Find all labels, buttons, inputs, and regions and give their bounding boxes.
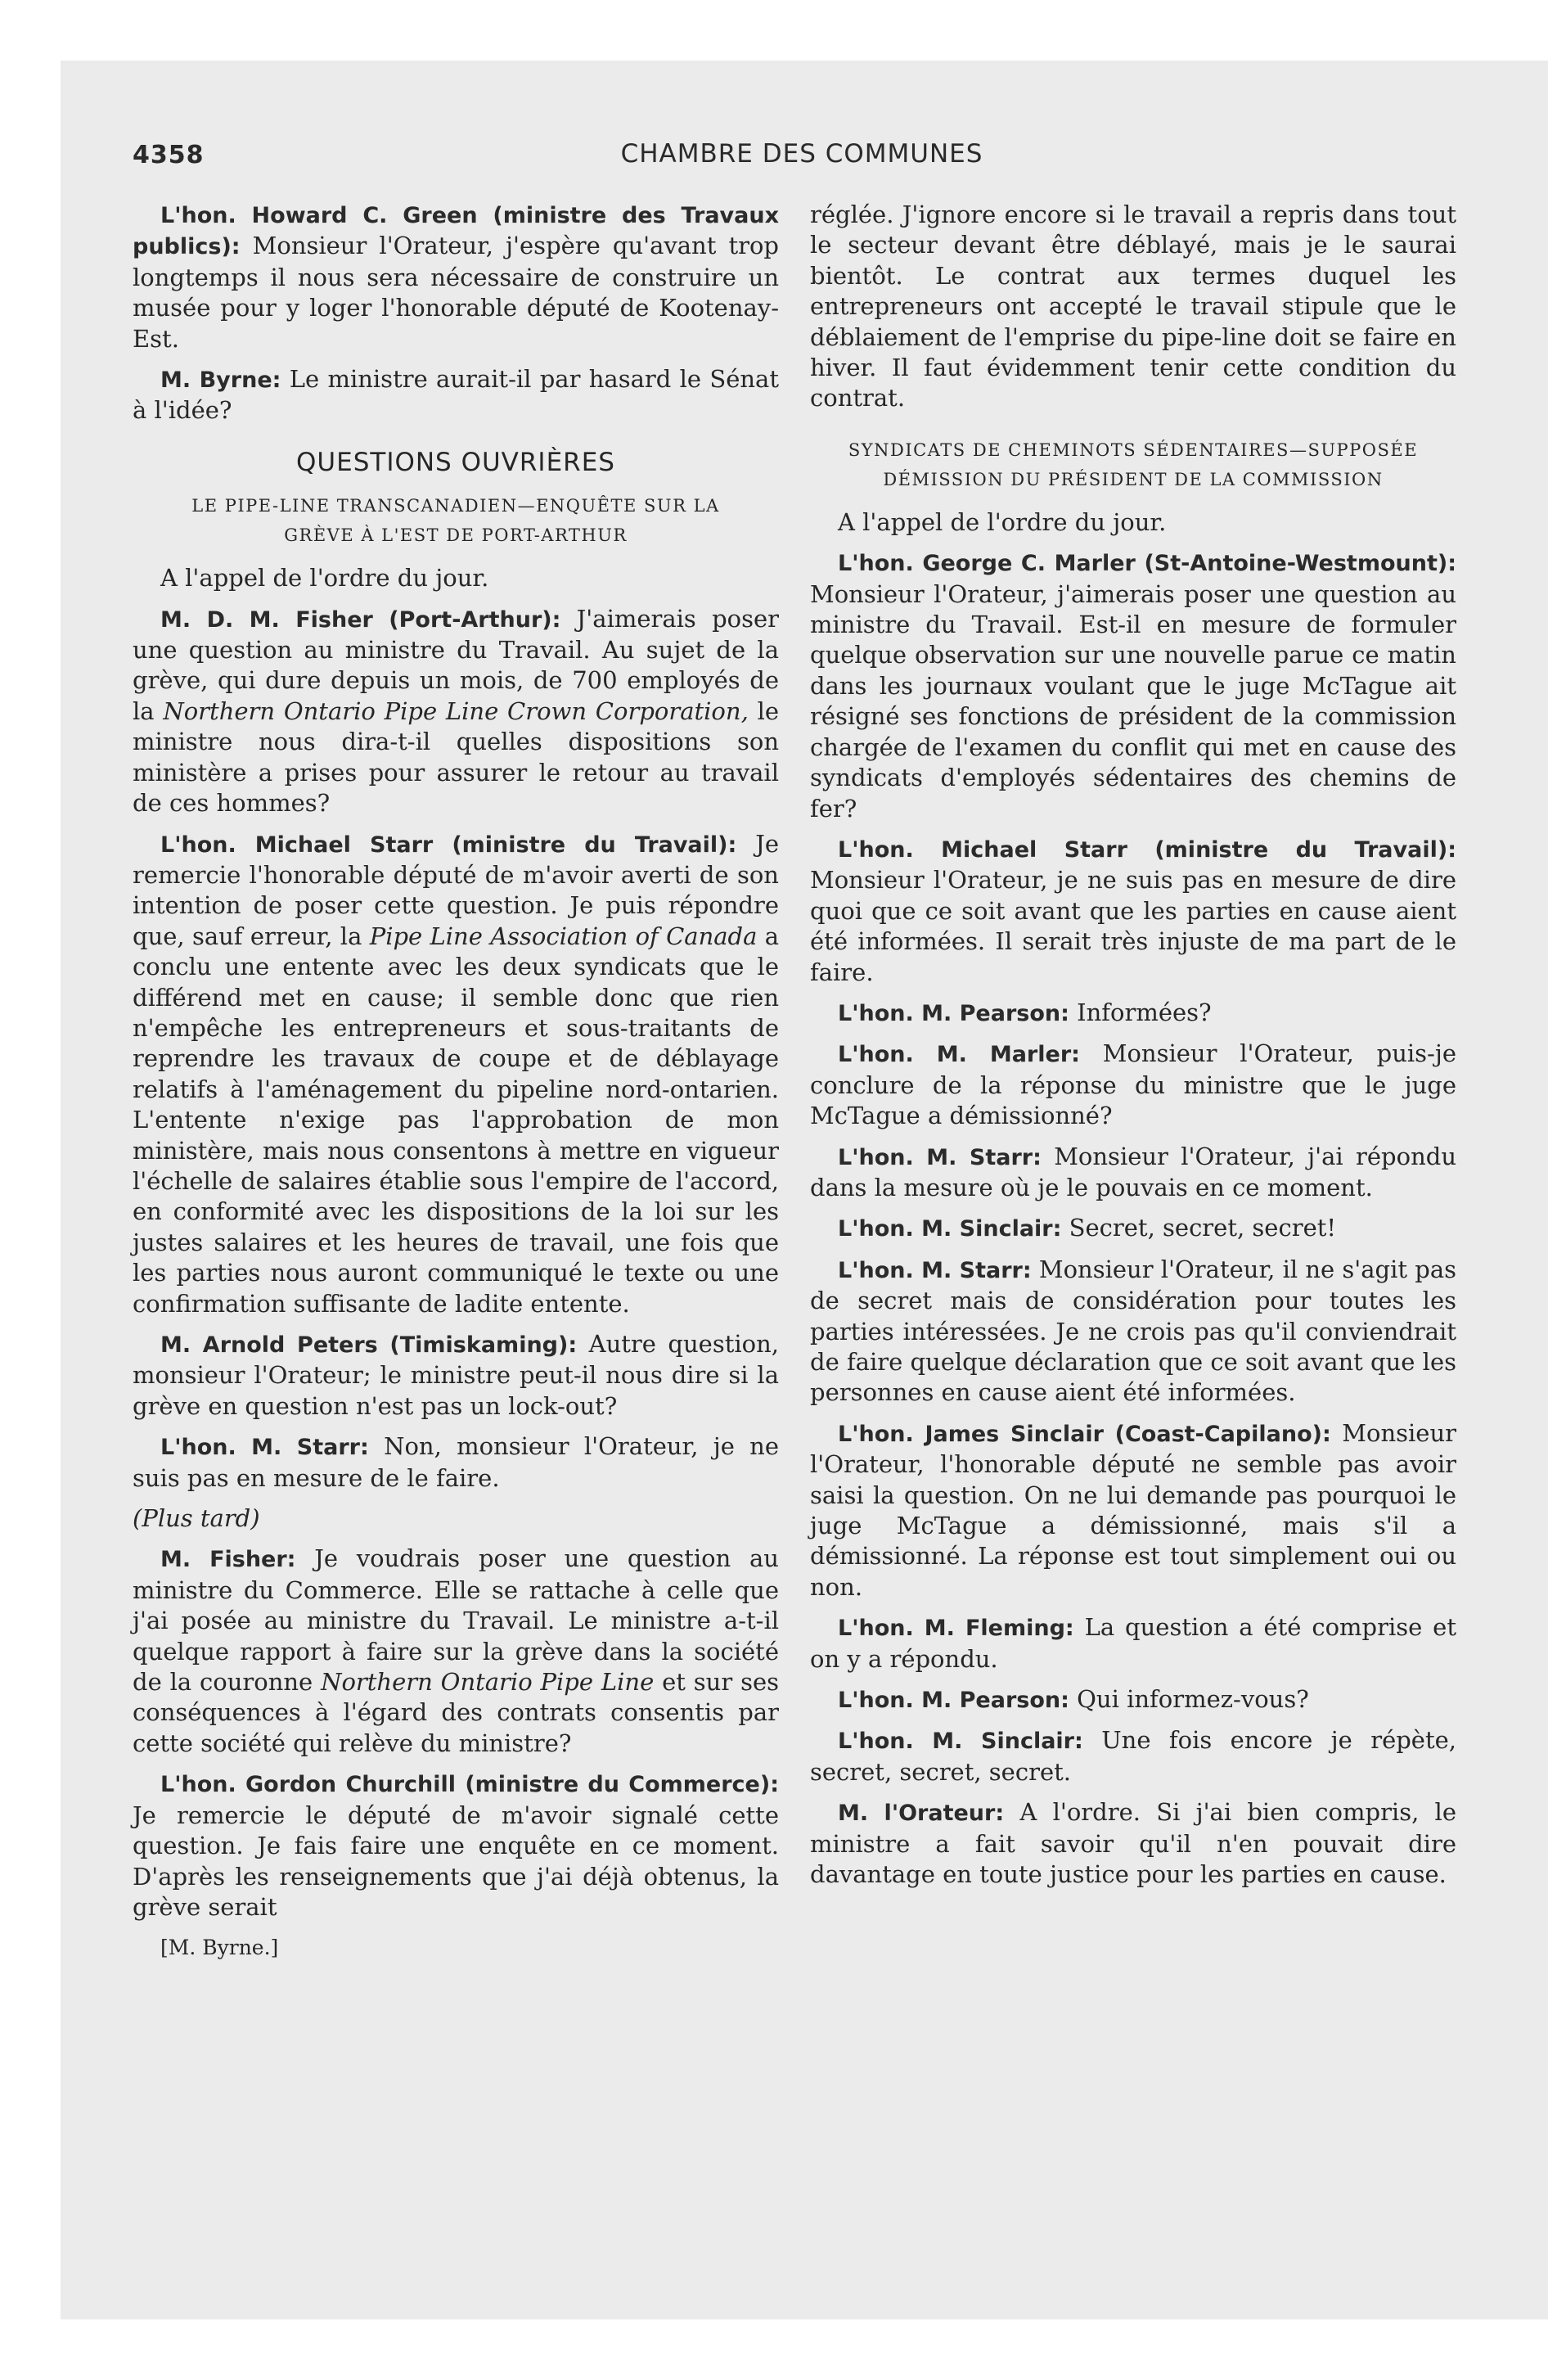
speech-text: Monsieur l'Orateur, il ne s'agit pas de secret mais de considération pour toutes les parties intéressées. Je ne crois pas qu'il conviendrait de faire quelque déclaration que ce soit avant que les personnes en cause aient été informées. [810, 1255, 1456, 1407]
paragraph [810, 1725, 1456, 1787]
speaker-name: L'hon. Michael Starr (ministre du Travail): [160, 832, 737, 858]
speech-text: Monsieur l'Orateur, j'ai répondu dans la mesure où je le pouvais en ce moment. [810, 1142, 1456, 1201]
speech-text: Je voudrais poser une question au ministre du Commerce. Elle se rattache à celle que j'ai posée au ministre du Travail. Le ministre a-t-il quelque rapport à faire sur la grève dans la société de la couronne [133, 1544, 779, 1697]
paragraph [810, 1213, 1456, 1244]
speech-text: réglée. J'ignore encore si le travail a repris dans tout le secteur devant être déblayé, mais je le saurai bientôt. Le contrat aux termes duquel les entrepreneurs ont accepté le travail stipule que le déblaiement de l'emprise du pipe-line doit se faire en hiver. Il faut évidemment tenir cette condition du contrat. [810, 201, 1456, 412]
later-note: (Plus tard) [133, 1504, 260, 1533]
speech-text: Monsieur l'Orateur, puis-je conclure de la réponse du ministre que le juge McTague a démissionné? [810, 1039, 1456, 1130]
italic-text: Northern Ontario Pipe Line Crown Corporation, [163, 696, 749, 725]
speech-text: Monsieur l'Orateur, j'espère qu'avant trop longtemps il nous sera nécessaire de construire un musée pour y loger l'honorable député de Kootenay-Est. [133, 232, 779, 353]
speaker-name: L'hon. M. Starr: [160, 1435, 369, 1461]
speaker-name: M. Arnold Peters (Timiskaming): [160, 1332, 578, 1358]
speech-text: Je remercie le député de m'avoir signalé cette question. Je fais faire une enquête en ce moment. D'après les renseignements que j'ai déjà obtenus, la grève serait [133, 1801, 779, 1921]
speaker-name: L'hon. M. Pearson: [838, 1688, 1069, 1714]
order-of-day: A l'appel de l'ordre du jour. [838, 507, 1167, 536]
section-heading: QUESTIONS OUVRIÈRES [296, 447, 615, 477]
speech-text: a conclu une entente avec les deux syndicats que le différend met en cause; il semble donc que rien n'empêche les entrepreneurs et sous-traitants de reprendre les travaux de coupe et de déblayage relatifs à l'aménagement du pipeline nord-ontarien. L'entente n'exige pas l'approbation de mon ministère, mais nous consentons à mettre en vigueur l'échelle de salaires établie sous l'empire de l'accord, en conformité avec les dispositions de la loi sur les justes salaires et les heures de travail, une fois que les parties nous auront communiqué le texte ou une confirmation suffisante de ladite entente. [133, 922, 780, 1318]
paragraph [810, 1255, 1456, 1409]
paragraph [133, 1769, 779, 1922]
speech-text: le ministre nous dira-t-il quelles dispositions son ministère a prises pour assurer le retour au travail de ces hommes? [133, 696, 780, 818]
speech-text: J'aimerais poser une question au ministre du Travail. Au sujet de la grève, qui dure depuis un mois, de 700 employés de la [133, 604, 779, 725]
paragraph [810, 1142, 1456, 1204]
speaker-name: M. Byrne: [160, 367, 281, 394]
right-column [810, 200, 1456, 1900]
speech-text: Qui informez-vous? [1069, 1685, 1309, 1714]
speech-text: La question a été comprise et on y a répondu. [810, 1613, 1456, 1673]
speech-text: Je remercie l'honorable député de m'avoir averti de son intention de poser cette question. Je puis répondre que, sauf erreur, la [133, 829, 779, 950]
speaker-name: L'hon. James Sinclair (Coast-Capilano): [838, 1421, 1331, 1447]
speaker-name: L'hon. M. Starr: [838, 1257, 1032, 1283]
paragraph [133, 1431, 779, 1494]
paragraph [810, 1418, 1456, 1602]
speech-text: et sur ses conséquences à l'égard des contrats consentis par cette société qui relève du ministre? [133, 1668, 779, 1757]
speaker-name: L'hon. Gordon Churchill (ministre du Commerce): [160, 1772, 779, 1798]
italic-text: Northern Ontario Pipe Line [321, 1668, 655, 1697]
paragraph [810, 200, 1456, 414]
speech-text: Monsieur l'Orateur, j'aimerais poser une question au ministre du Travail. Est-il en mesure de formuler quelque observation sur une nouvelle parue ce matin dans les journaux voulant que le juge McTague ait résigné ses fonctions de président de la commission chargée de l'examen du conflit qui met en cause des syndicats d'employés sédentaires des chemins de fer? [810, 579, 1456, 823]
speaker-name: L'hon. M. Starr: [838, 1144, 1042, 1170]
speech-text: Autre question, monsieur l'Orateur; le ministre peut-il nous dire si la grève en question n'est pas un lock-out? [133, 1330, 779, 1420]
subsection-heading: LE PIPE-LINE TRANSCANADIEN—ENQUÊTE SUR LA GRÈVE À L'EST DE PORT-ARTHUR [191, 496, 720, 546]
speaker-name: M. l'Orateur: [838, 1801, 1005, 1827]
paragraph [810, 548, 1456, 824]
paragraph [133, 364, 779, 426]
speaker-name: M. D. M. Fisher (Port-Arthur): [160, 606, 561, 633]
speech-text: A l'ordre. Si j'ai bien compris, le ministre a fait savoir qu'il n'en pouvait dire davantage en toute justice pour les parties en cause. [810, 1798, 1456, 1889]
speaker-name: L'hon. Michael Starr (ministre du Travail): [838, 836, 1456, 863]
speech-text: Secret, secret, secret! [1061, 1214, 1337, 1242]
paragraph [133, 1329, 779, 1422]
speaker-name: L'hon. M. Sinclair: [838, 1729, 1083, 1755]
paragraph [810, 1797, 1456, 1890]
speech-text: Le ministre aurait-il par hasard le Sénat à l'idée? [133, 365, 779, 425]
paragraph [810, 998, 1456, 1029]
speech-text: Monsieur l'Orateur, je ne suis pas en mesure de dire quoi que ce soit avant que les parties en cause aient été informées. Il serait très injuste de ma part de le faire. [810, 866, 1456, 986]
speech-text: Informées? [1069, 998, 1212, 1026]
speaker-name: L'hon. M. Sinclair: [838, 1216, 1062, 1242]
italic-text: Pipe Line Association of Canada [369, 922, 758, 950]
speaker-name: L'hon. George C. Marler (St-Antoine-Westmount): [838, 551, 1456, 577]
paragraph [810, 1612, 1456, 1675]
paragraph [133, 1544, 779, 1759]
speaker-name: L'hon. M. Fleming: [838, 1616, 1074, 1642]
paragraph [810, 1684, 1456, 1715]
speaker-name: L'hon. Howard C. Green (ministre des Travaux publics): [133, 203, 779, 260]
paragraph [810, 834, 1456, 988]
left-column [133, 200, 779, 1963]
paragraph [133, 829, 779, 1320]
page-number: 4358 [133, 141, 205, 169]
subsection-heading: SYNDICATS DE CHEMINOTS SÉDENTAIRES—SUPPOSÉE DÉMISSION DU PRÉSIDENT DE LA COMMISSION [848, 439, 1419, 489]
paragraph [133, 604, 779, 819]
running-head: CHAMBRE DES COMMUNES [620, 139, 983, 169]
speaker-name: L'hon. M. Marler: [838, 1042, 1080, 1068]
order-of-day: A l'appel de l'ordre du jour. [160, 564, 489, 593]
speech-text: Une fois encore je répète, secret, secret, secret. [810, 1726, 1456, 1786]
paragraph [810, 1039, 1456, 1131]
speech-text: Non, monsieur l'Orateur, je ne suis pas en mesure de le faire. [133, 1432, 779, 1492]
footer-note: [M. Byrne.] [160, 1936, 279, 1960]
speaker-name: L'hon. M. Pearson: [838, 1000, 1069, 1026]
speaker-name: M. Fisher: [160, 1547, 296, 1573]
paragraph [133, 200, 779, 354]
speech-text: Monsieur l'Orateur, l'honorable député ne semble pas avoir saisi la question. On ne lui demande pas pourquoi le juge McTague a démissionné, mais s'il a démissionné. La réponse est tout simplement oui ou non. [810, 1418, 1456, 1601]
